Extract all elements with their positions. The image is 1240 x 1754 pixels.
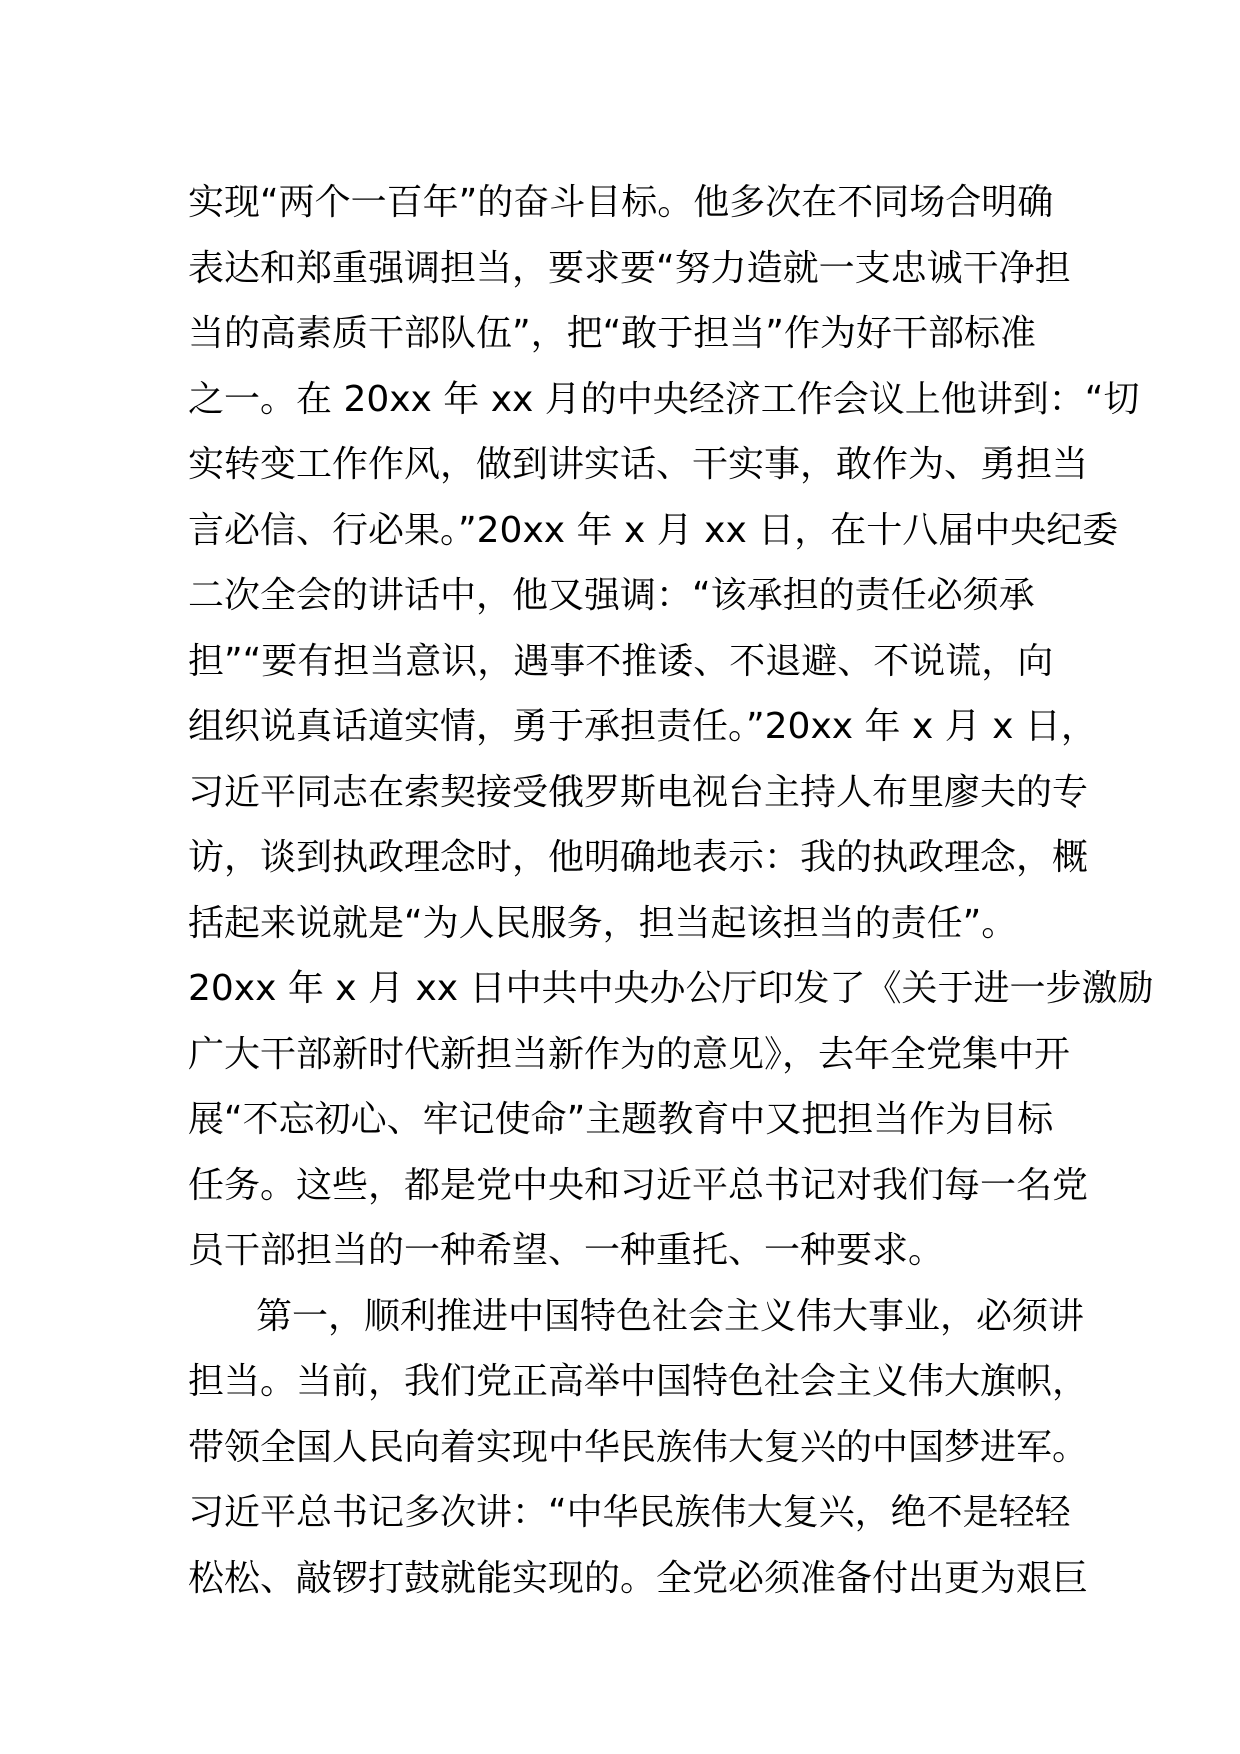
text-line: 实转变工作作风，做到讲实话、干实事，敢作为、勇担当 [188, 444, 1089, 485]
text-line: 之一。在 20xx 年 xx 月的中央经济工作会议上他讲到：“切 [188, 378, 1140, 420]
text-line: 访，谈到执政理念时，他明确地表示：我的执政理念，概 [188, 837, 1089, 878]
text-line: 展“不忘初心、牢记使命”主题教育中又把担当作为目标 [188, 1099, 1054, 1140]
paragraph-start-line: 第一，顺利推进中国特色社会主义伟大事业，必须讲 [256, 1295, 1085, 1337]
text-line: 组织说真话道实情，勇于承担责任。”20xx 年 x 月 x 日， [188, 706, 1097, 747]
text-line: 松松、敲锣打鼓就能实现的。全党必须准备付出更为艰巨 [188, 1557, 1089, 1599]
text-line: 括起来说就是“为人民服务，担当起该担当的责任”。 [188, 902, 1018, 944]
text-line: 当的高素质干部队伍”，把“敢于担当”作为好干部标准 [188, 313, 1036, 354]
text-line: 广大干部新时代新担当新作为的意见》，去年全党集中开 [188, 1033, 1071, 1075]
text-line: 带领全国人民向着实现中华民族伟大复兴的中国梦进军。 [188, 1426, 1089, 1468]
text-line: 任务。这些，都是党中央和习近平总书记对我们每一名党 [188, 1164, 1089, 1206]
text-line: 二次全会的讲话中，他又强调：“该承担的责任必须承 [188, 575, 1035, 616]
text-line: 习近平同志在索契接受俄罗斯电视台主持人布里廖夫的专 [188, 771, 1089, 813]
text-line: 员干部担当的一种希望、一种重托、一种要求。 [188, 1230, 945, 1271]
text-line: 担当。当前，我们党正高举中国特色社会主义伟大旗帜， [188, 1361, 1089, 1402]
text-line: 实现“两个一百年”的奋斗目标。他多次在不同场合明确 [188, 182, 1054, 223]
text-line: 表达和郑重强调担当，要求要“努力造就一支忠诚干净担 [188, 247, 1071, 289]
text-line: 习近平总书记多次讲：“中华民族伟大复兴，绝不是轻轻 [188, 1492, 1071, 1533]
text-line: 担”“要有担当意识，遇事不推诿、不退避、不说谎，向 [188, 640, 1054, 682]
text-line: 言必信、行必果。”20xx 年 x 月 xx 日，在十八届中央纪委 [188, 509, 1119, 551]
body-text [188, 170, 1154, 1611]
text-line: 20xx 年 x 月 xx 日中共中央办公厅印发了《关于进一步激励 [188, 968, 1154, 1009]
